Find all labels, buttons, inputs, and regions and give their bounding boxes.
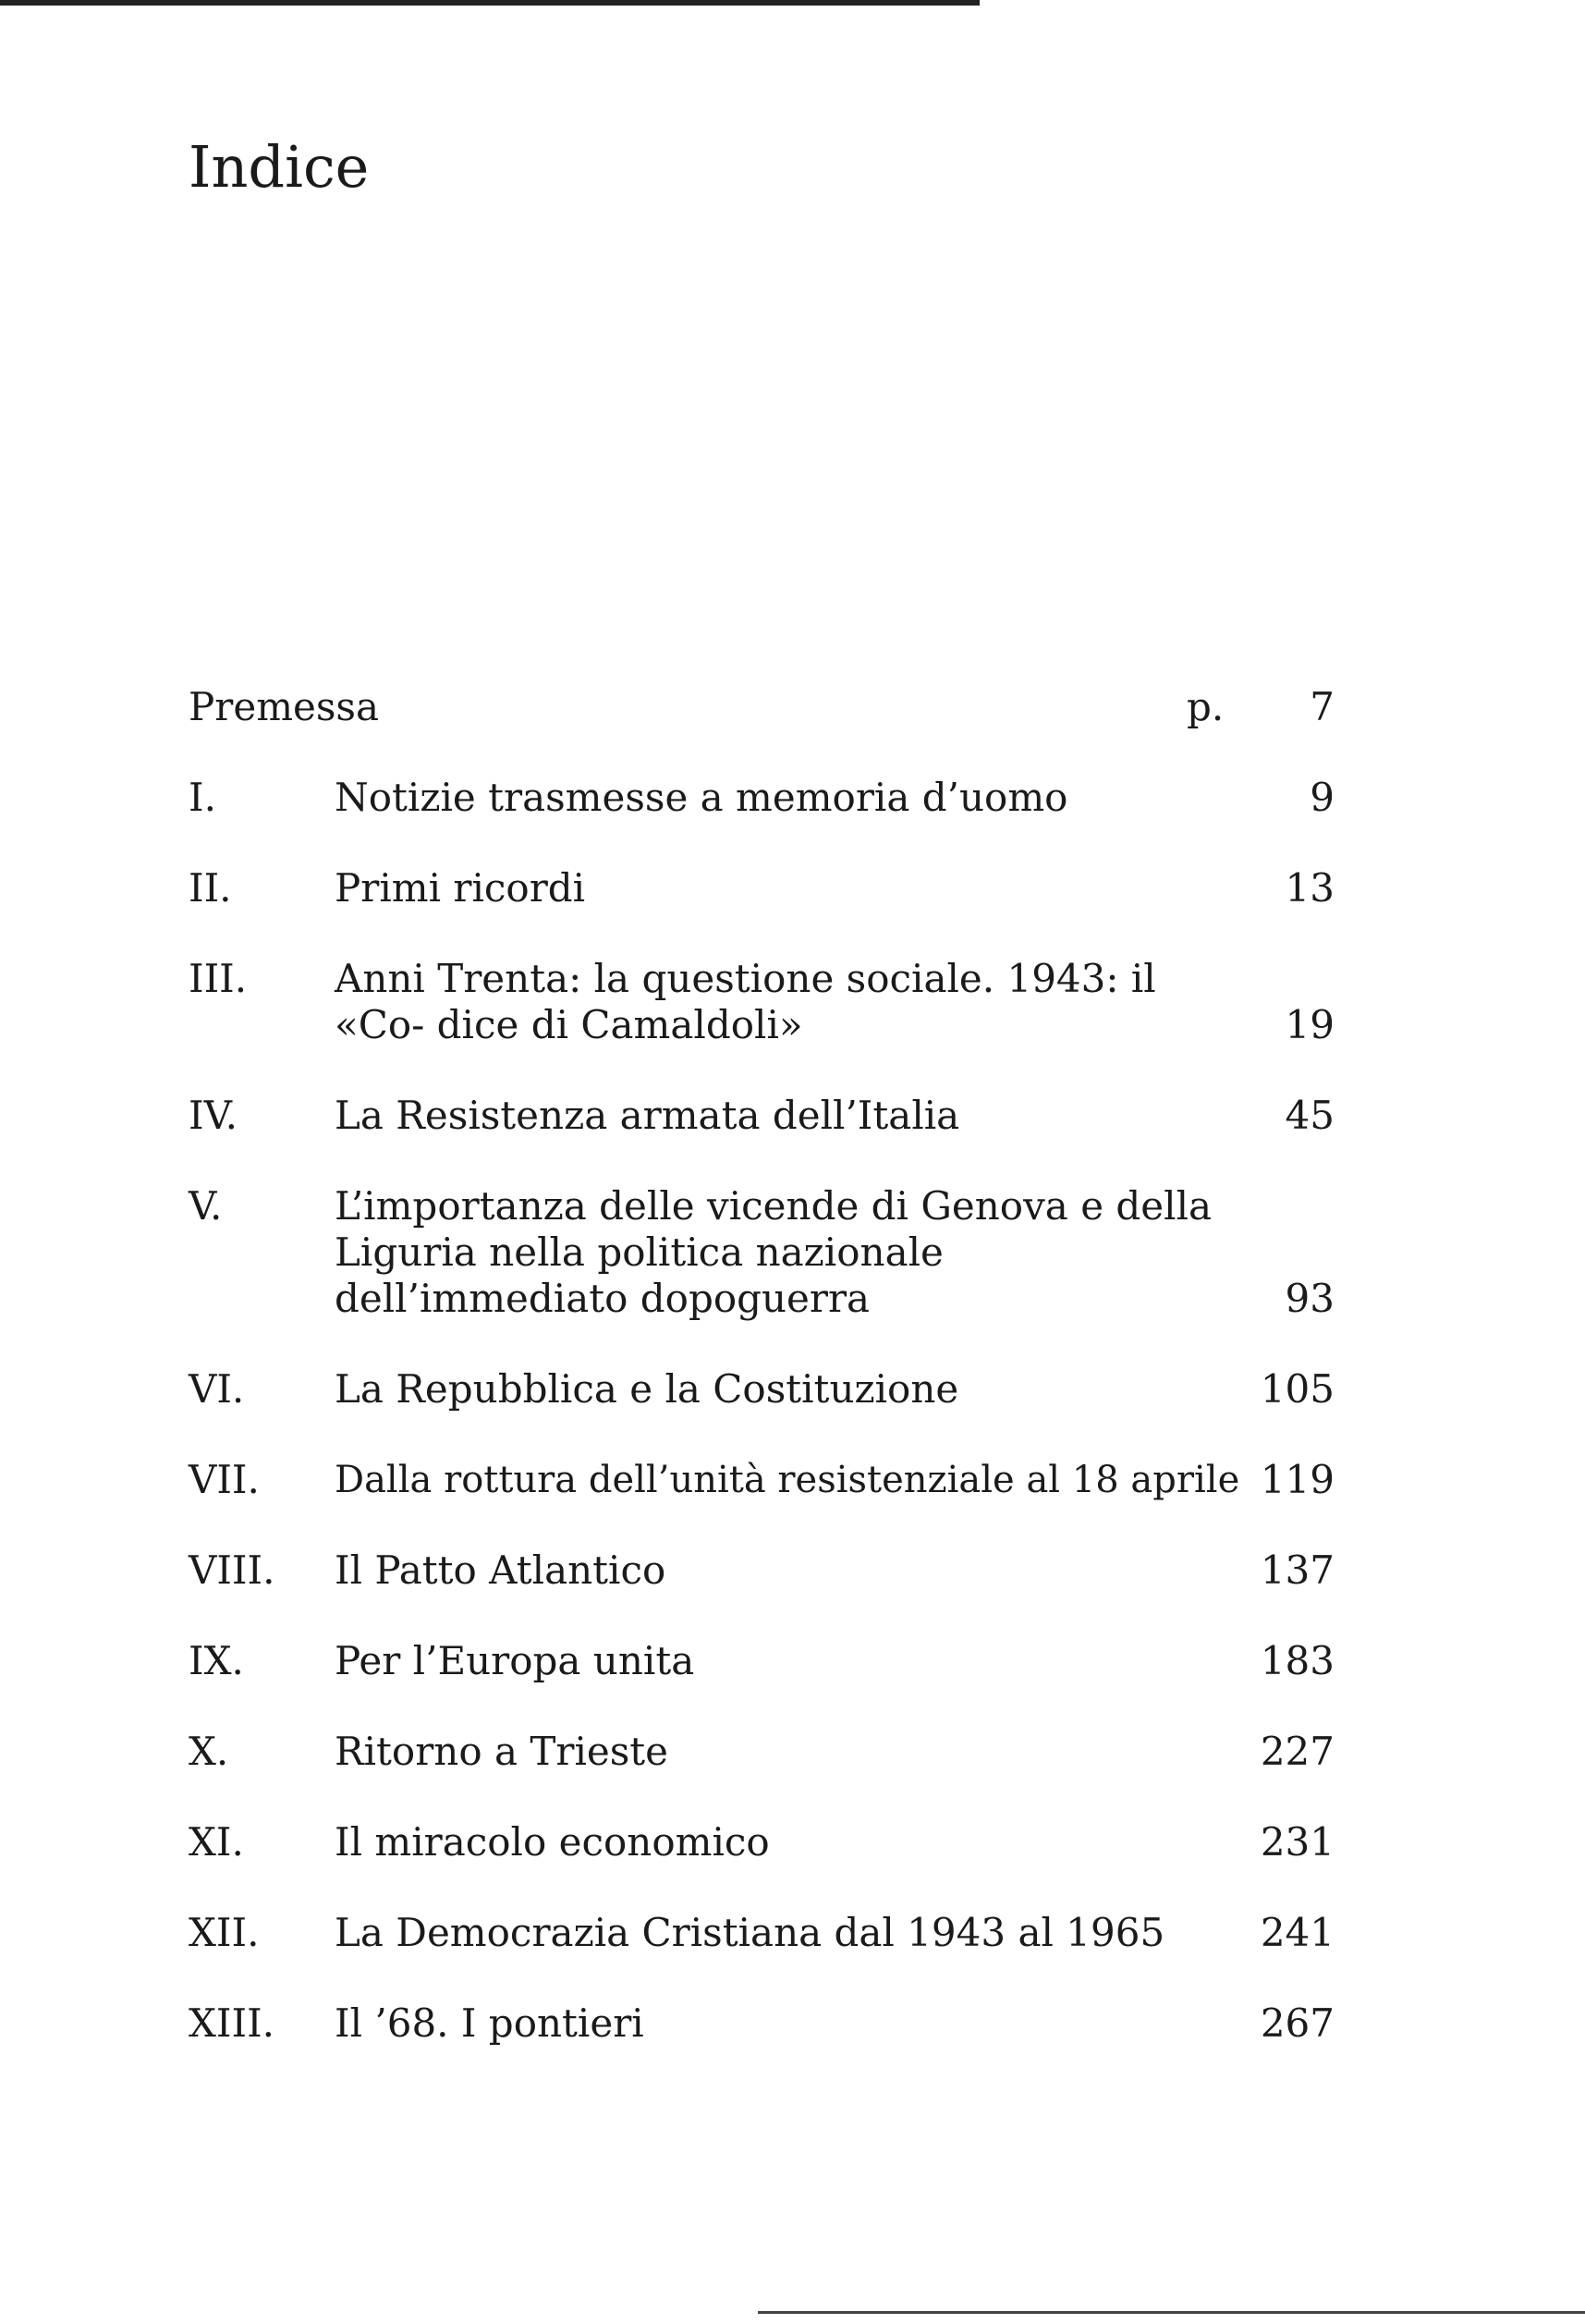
chapter-numeral: VII. [189,1457,260,1502]
toc-title: Il Patto Atlantico [335,1547,666,1593]
chapter-numeral: VI. [189,1366,245,1412]
toc-row[interactable] [189,1729,1335,1775]
toc-row[interactable] [189,1183,1335,1322]
toc-title: Ritorno a Trieste [335,1729,669,1774]
toc-page-number: 183 [1260,1638,1335,1683]
toc-row[interactable] [189,775,1335,821]
toc-title: Notizie trasmesse a memoria d’uomo [335,775,1068,820]
chapter-numeral: IX. [189,1638,244,1683]
toc-page-number: 13 [1285,865,1335,911]
toc-title: Premessa [189,684,380,729]
toc-title: La Resistenza armata dell’Italia [335,1093,960,1138]
toc-row[interactable] [189,2000,1335,2047]
toc-row[interactable] [189,865,1335,911]
toc-row[interactable] [189,1910,1335,1956]
toc-title: Primi ricordi [335,865,586,911]
toc-title: Anni Trenta: la questione sociale. 1943: il «Co- dice di Camaldoli» [335,956,1156,1047]
chapter-numeral: XII. [189,1910,260,1955]
toc-row[interactable] [189,1547,1335,1594]
table-of-contents [189,684,1335,2091]
toc-page-number: 19 [1285,1002,1335,1047]
toc-page-number: 231 [1260,1819,1335,1865]
toc-page-number: 7 [1310,684,1335,729]
toc-page-number: 119 [1260,1457,1335,1502]
toc-title: La Democrazia Cristiana dal 1943 al 1965 [335,1910,1165,1955]
toc-row[interactable] [189,956,1335,1048]
page-title: Indice [189,133,370,201]
toc-title: Il miracolo economico [335,1819,770,1865]
toc-title: L’importanza delle vicende di Genova e della Liguria nella politica nazionale dell’immediato dopoguerra [335,1183,1213,1321]
page-abbreviation: p. [1187,684,1225,729]
chapter-numeral: X. [189,1729,229,1774]
chapter-numeral: I. [189,775,216,820]
toc-title: Per l’Europa unita [335,1638,695,1683]
toc-page-number: 45 [1285,1093,1335,1138]
toc-title: Il ’68. I pontieri [335,2000,644,2046]
bottom-rule [758,2311,1585,2314]
toc-page-number: 9 [1310,775,1335,820]
toc-title: La Repubblica e la Costituzione [335,1366,959,1412]
toc-page-number: 93 [1285,1276,1335,1321]
top-rule [0,0,980,6]
chapter-numeral: XI. [189,1819,244,1865]
toc-row[interactable] [189,1638,1335,1684]
toc-row[interactable] [189,1457,1335,1503]
chapter-numeral: II. [189,865,232,911]
toc-page-number: 267 [1260,2000,1335,2046]
toc-page-number: 137 [1260,1547,1335,1593]
chapter-numeral: VIII. [189,1547,275,1593]
toc-row[interactable] [189,1819,1335,1865]
toc-title: Dalla rottura dell’unità resistenziale al 18 aprile [335,1459,1240,1501]
chapter-numeral: XIII. [189,2000,275,2046]
toc-row[interactable] [189,1366,1335,1413]
chapter-numeral: IV. [189,1093,238,1138]
chapter-numeral: V. [189,1183,223,1229]
chapter-numeral: III. [189,956,248,1001]
toc-page-number: 241 [1260,1910,1335,1955]
toc-page-number: 227 [1260,1729,1335,1774]
toc-page-number: 105 [1260,1366,1335,1412]
toc-row[interactable] [189,1093,1335,1139]
toc-row-preface[interactable] [189,684,1335,730]
